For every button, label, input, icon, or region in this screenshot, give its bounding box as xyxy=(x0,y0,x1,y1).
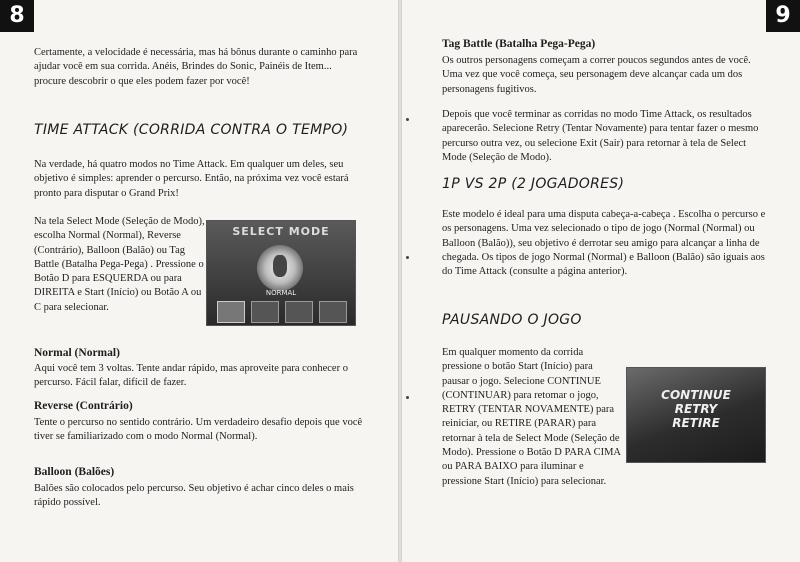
left-page xyxy=(0,0,398,562)
pause-menu-retire: RETIRE xyxy=(672,416,720,430)
normal-title: Normal (Normal) xyxy=(34,347,120,359)
balloon-title: Balloon (Balões) xyxy=(34,466,115,478)
pause-menu-retry: RETRY xyxy=(674,402,718,416)
page-number-right: 9 xyxy=(766,0,800,32)
time-attack-heading: TIME ATTACK (CORRIDA CONTRA O TEMPO) xyxy=(34,122,349,138)
vs-heading: 1P VS 2P (2 JOGADORES) xyxy=(442,176,625,192)
vs-paragraph: Este modelo é ideal para uma disputa cabeça-a-cabeça . Escolha o percurso e os personagens. Uma vez selecionado o tipo de jogo (Normal (Normal) ou Balloon (Balão)), seu objetivo é derrotar seu amigo para alcançar a linha de chegada. Os tipos de jogo Normal (Normal) e Balloon (Balão) são iguais aos do Time Attack (consulte a página anterior). xyxy=(442,209,766,278)
balloon-paragraph: Balões são colocados pelo percurso. Seu objetivo é achar cinco deles o mais rápido possível. xyxy=(34,483,354,509)
select-mode-screen-title: SELECT MODE xyxy=(232,225,330,238)
pause-menu-continue: CONTINUE xyxy=(661,388,731,402)
tag-battle-title: Tag Battle (Batalha Pega-Pega) xyxy=(442,38,596,50)
reverse-paragraph: Tente o percurso no sentido contrário. Um verdadeiro desafio depois que você tiver se familiarizado com o modo Normal (Normal). xyxy=(34,417,363,443)
pause-menu xyxy=(627,388,765,430)
mode-logo-text: NORMAL xyxy=(265,289,297,297)
time-attack-paragraph: Na verdade, há quatro modos no Time Attack. Em qualquer um deles, seu objetivo é simples: aprender o percurso. Então, na próxima vez você estará pronto para disputar o Grand Prix! xyxy=(34,159,349,199)
normal-paragraph: Aqui você tem 3 voltas. Tente andar rápido, mas aproveite para conhecer o percurso. Fácil falar, difícil de fazer. xyxy=(34,363,348,389)
select-mode-paragraph: Na tela Select Mode (Seleção de Modo), escolha Normal (Normal), Reverse (Contrário), Balloon (Balão) ou Tag Battle (Batalha Pega-Pega) . Pressione o Botão D para ESQUERDA ou para DIREITA e Start (Início) ou Botão A ou C para selecionar. xyxy=(34,216,205,313)
mode-tile-balloon xyxy=(285,301,313,323)
select-mode-screenshot xyxy=(206,220,356,326)
mode-tile-normal xyxy=(217,301,245,323)
pause-paragraph: Em qualquer momento da corrida pressione o botão Start (Início) para pausar o jogo. Selecione CONTINUE (CONTINUAR) para retomar o jogo, RETRY (TENTAR NOVAMENTE) para reiniciar, ou RETIRE (PARAR) para retornar à tela de Select Mode (Seleção de Modo). Pressione o Botão D PARA CIMA ou PARA BAIXO para iluminar e pressione Start (Início) para selecionar. xyxy=(442,347,621,487)
binding-dot xyxy=(406,118,409,121)
binding-dot xyxy=(406,396,409,399)
mode-tile-reverse xyxy=(251,301,279,323)
mode-logo-emblem xyxy=(273,255,287,277)
reverse-title: Reverse (Contrário) xyxy=(34,400,133,412)
pause-heading: PAUSANDO O JOGO xyxy=(442,312,582,328)
after-race-paragraph: Depois que você terminar as corridas no modo Time Attack, os resultados aparecerão. Selecione Retry (Tentar Novamente) para tentar fazer o mesmo percurso outra vez, ou selecione Exit (Sair) para retornar à tela de Select Mode (Seleção de Modo). xyxy=(442,109,759,163)
mode-tile-tag-battle xyxy=(319,301,347,323)
page-number-left: 8 xyxy=(0,0,34,32)
tag-battle-paragraph: Os outros personagens começam a correr poucos segundos antes de você. Uma vez que você começa, seu personagem deve alcançar cada um dos personagens fugitivos. xyxy=(442,55,751,95)
pause-screenshot xyxy=(626,367,766,463)
intro-paragraph: Certamente, a velocidade é necessária, mas há bônus durante o caminho para ajudar você em sua corrida. Anéis, Brindes do Sonic, Painéis de Item... procure descobrir o que eles podem fazer por você! xyxy=(34,47,358,87)
right-page xyxy=(402,0,800,562)
binding-dot xyxy=(406,256,409,259)
